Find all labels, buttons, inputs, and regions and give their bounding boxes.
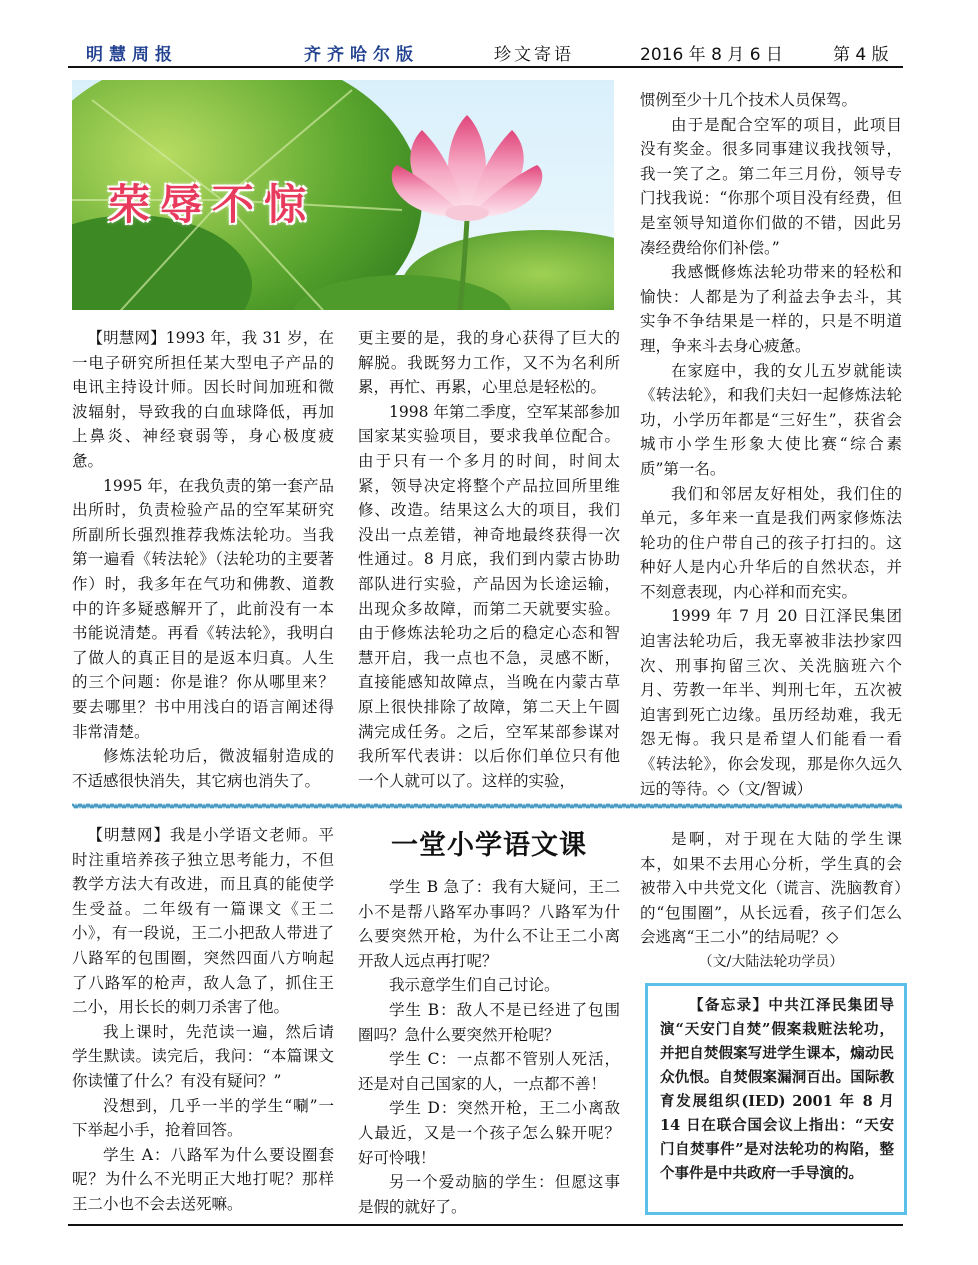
- paragraph: 惯例至少十几个技术人员保驾。: [640, 91, 858, 109]
- article2-title: 一堂小学语文课: [391, 830, 587, 861]
- memo-text: 【备忘录】中共江泽民集团导演“天安门自焚”假案栽赃法轮功，并把自焚假案写进学生课本，煽动民众仇恨。自焚假案漏洞百出。国际教育发展组织(IED) 2001 年 8 月 14 日在联合国会议上指出：“天安门自焚事件”是对法轮功的构陷，整个事件是中共政府一手导演的。: [660, 997, 894, 1182]
- paragraph: 我示意学生们自己讨论。: [389, 976, 560, 995]
- paragraph: 学生 B 急了：我有大疑问，王二小不是帮八路军办事吗？八路军为什么要突然开枪，为什么不让王二小离开敌人远点再打呢？: [358, 878, 620, 970]
- article-title: 荣辱不惊: [108, 180, 317, 229]
- article2-column-2: [358, 875, 620, 1219]
- paragraph: 在家庭中，我的女儿五岁就能读《转法轮》，和我们夫妇一起修炼法轮功，小学历年都是“三好生”，获省会城市小学生形象大使比赛“综合素质”第一名。: [640, 361, 902, 478]
- article1-column-1: [72, 326, 334, 793]
- article2-column-1: [72, 823, 334, 1217]
- page-header: [68, 38, 903, 66]
- paragraph: 学生 B：敌人不是已经进了包围圈吗？急什么要突然开枪呢？: [358, 1000, 620, 1044]
- page-number: 第 4 版: [833, 45, 889, 65]
- paragraph: 修炼法轮功后，微波辐射造成的不适感很快消失，其它病也消失了。: [72, 747, 334, 790]
- section-name: 珍文寄语: [494, 45, 574, 65]
- paragraph: 我们和邻居友好相处，我们住的单元，多年来一直是我们两家修炼法轮功的住户带自己的孩子打扫的。这种好人是内心升华后的自然状态，并不刻意表现，内心祥和而充实。: [640, 484, 902, 601]
- hero-image: [72, 80, 614, 310]
- paragraph: 【明慧网】我是小学语文老师。平时注重培养孩子独立思考能力，不但教学方法大有改进，而且真的能使学生受益。二年级有一篇课文《王二小》，有一段说，王二小把敌人带进了八路军的包围圈，突然四面八方响起了八路军的枪声，敌人急了，抓住王二小，用长长的刺刀杀害了他。: [72, 826, 334, 1017]
- paragraph: 【明慧网】1993 年，我 31 岁，在一电子研究所担任某大型电子产品的电讯主持设计师。因长时间加班和微波辐射，导致我的白血球降低，再加上鼻炎、神经衰弱等，身心极度疲惫。: [72, 329, 334, 470]
- paragraph: 学生 A：八路军为什么要设圈套呢？为什么不光明正大地打呢？那样王二小也不会去送死嘛。: [72, 1145, 334, 1213]
- issue-date: 2016 年 8 月 6 日: [640, 45, 783, 65]
- paragraph: 更主要的是，我的身心获得了巨大的解脱。我既努力工作，又不为名利所累，再忙、再累，心里总是轻松的。: [358, 329, 620, 397]
- paragraph: 没想到，几乎一半的学生“唰”一下举起小手，抢着回答。: [72, 1096, 334, 1140]
- article1-column-2: [358, 326, 620, 793]
- memo-box: [645, 983, 907, 1215]
- author-credit: （文/大陆法轮功学员）: [698, 953, 844, 970]
- paragraph: 1998 年第二季度，空军某部参加国家某实验项目，要求我单位配合。由于只有一个多月的时间，时间太紧，领导决定将整个产品拉回所里维修、改造。结果这么大的项目，我们没出一点差错，神奇地最终获得一次性通过。8 月底，我们到内蒙古协助部队进行实验，产品因为长途运输，出现众多故障，而第二天就要实验。由于修炼法轮功之后的稳定心态和智慧开启，我一点也不急，灵感不断，直接能感知故障点，当晚在内蒙古草原上很快排除了故障，第二天上午圆满完成任务。之后，空军某部参谋对我所军代表讲：以后你们单位只有他一个人就可以了。这样的实验，: [358, 402, 620, 790]
- header-rule: [68, 66, 903, 68]
- paragraph: 是啊，对于现在大陆的学生课本，如果不去用心分析，学生真的会被带入中共党文化（谎言、洗脑教育）的“包围圈”，从长远看，孩子们怎么会逃离“王二小”的结局呢？◇: [640, 830, 902, 947]
- paper-name: 明慧周报: [86, 45, 178, 65]
- paragraph: 另一个爱动脑的学生：但愿这事是假的就好了。: [358, 1173, 620, 1216]
- edition-name: 齐齐哈尔版: [304, 45, 419, 65]
- article2-column-3: [640, 827, 902, 975]
- paragraph: 1999 年 7 月 20 日江泽民集团迫害法轮功后，我无辜被非法抄家四次、刑事拘留三次、关洗脑班六个月、劳教一年半、判刑七年，五次被迫害到死亡边缘。虽历经劫难，我无怨无悔。我只是希望人们能看一看《转法轮》，你会发现，那是你久远久远的等待。◇（文/智诚）: [640, 607, 902, 798]
- paragraph: 1995 年，在我负责的第一套产品出所时，负责检验产品的空军某研究所副所长强烈推荐我炼法轮功。当我第一遍看《转法轮》（法轮功的主要著作）时，我多年在气功和佛教、道教中的许多疑惑解开了，此前没有一本书能说清楚。再看《转法轮》，我明白了做人的真正目的是返本归真。人生的三个问题：你是谁？你从哪里来？要去哪里？书中用浅白的语言阐述得非常清楚。: [72, 476, 334, 741]
- section-divider: [72, 803, 902, 809]
- paragraph: 学生 C：一点都不管别人死活，还是对自己国家的人，一点都不善！: [358, 1050, 620, 1093]
- paragraph: 由于是配合空军的项目，此项目没有奖金。很多同事建议我找领导，我一笑了之。第二年三月份，领导专门找我说：“你那个项目没有经费，但是室领导知道你们做的不错，因此另凑经费给你们补偿。”: [640, 115, 902, 257]
- footer-rule: [68, 1224, 903, 1226]
- paragraph: 我上课时，先范读一遍，然后请学生默读。读完后，我问：“本篇课文你读懂了什么？有没有疑问？”: [72, 1022, 334, 1090]
- article1-column-3: [640, 88, 902, 801]
- paragraph: 我感慨修炼法轮功带来的轻松和愉快：人都是为了利益去争去斗，其实争不争结果是一样的，只是不明道理，争来斗去身心疲惫。: [640, 263, 902, 355]
- paragraph: 学生 D：突然开枪，王二小离敌人最近，又是一个孩子怎么躲开呢？好可怜哦！: [358, 1099, 620, 1167]
